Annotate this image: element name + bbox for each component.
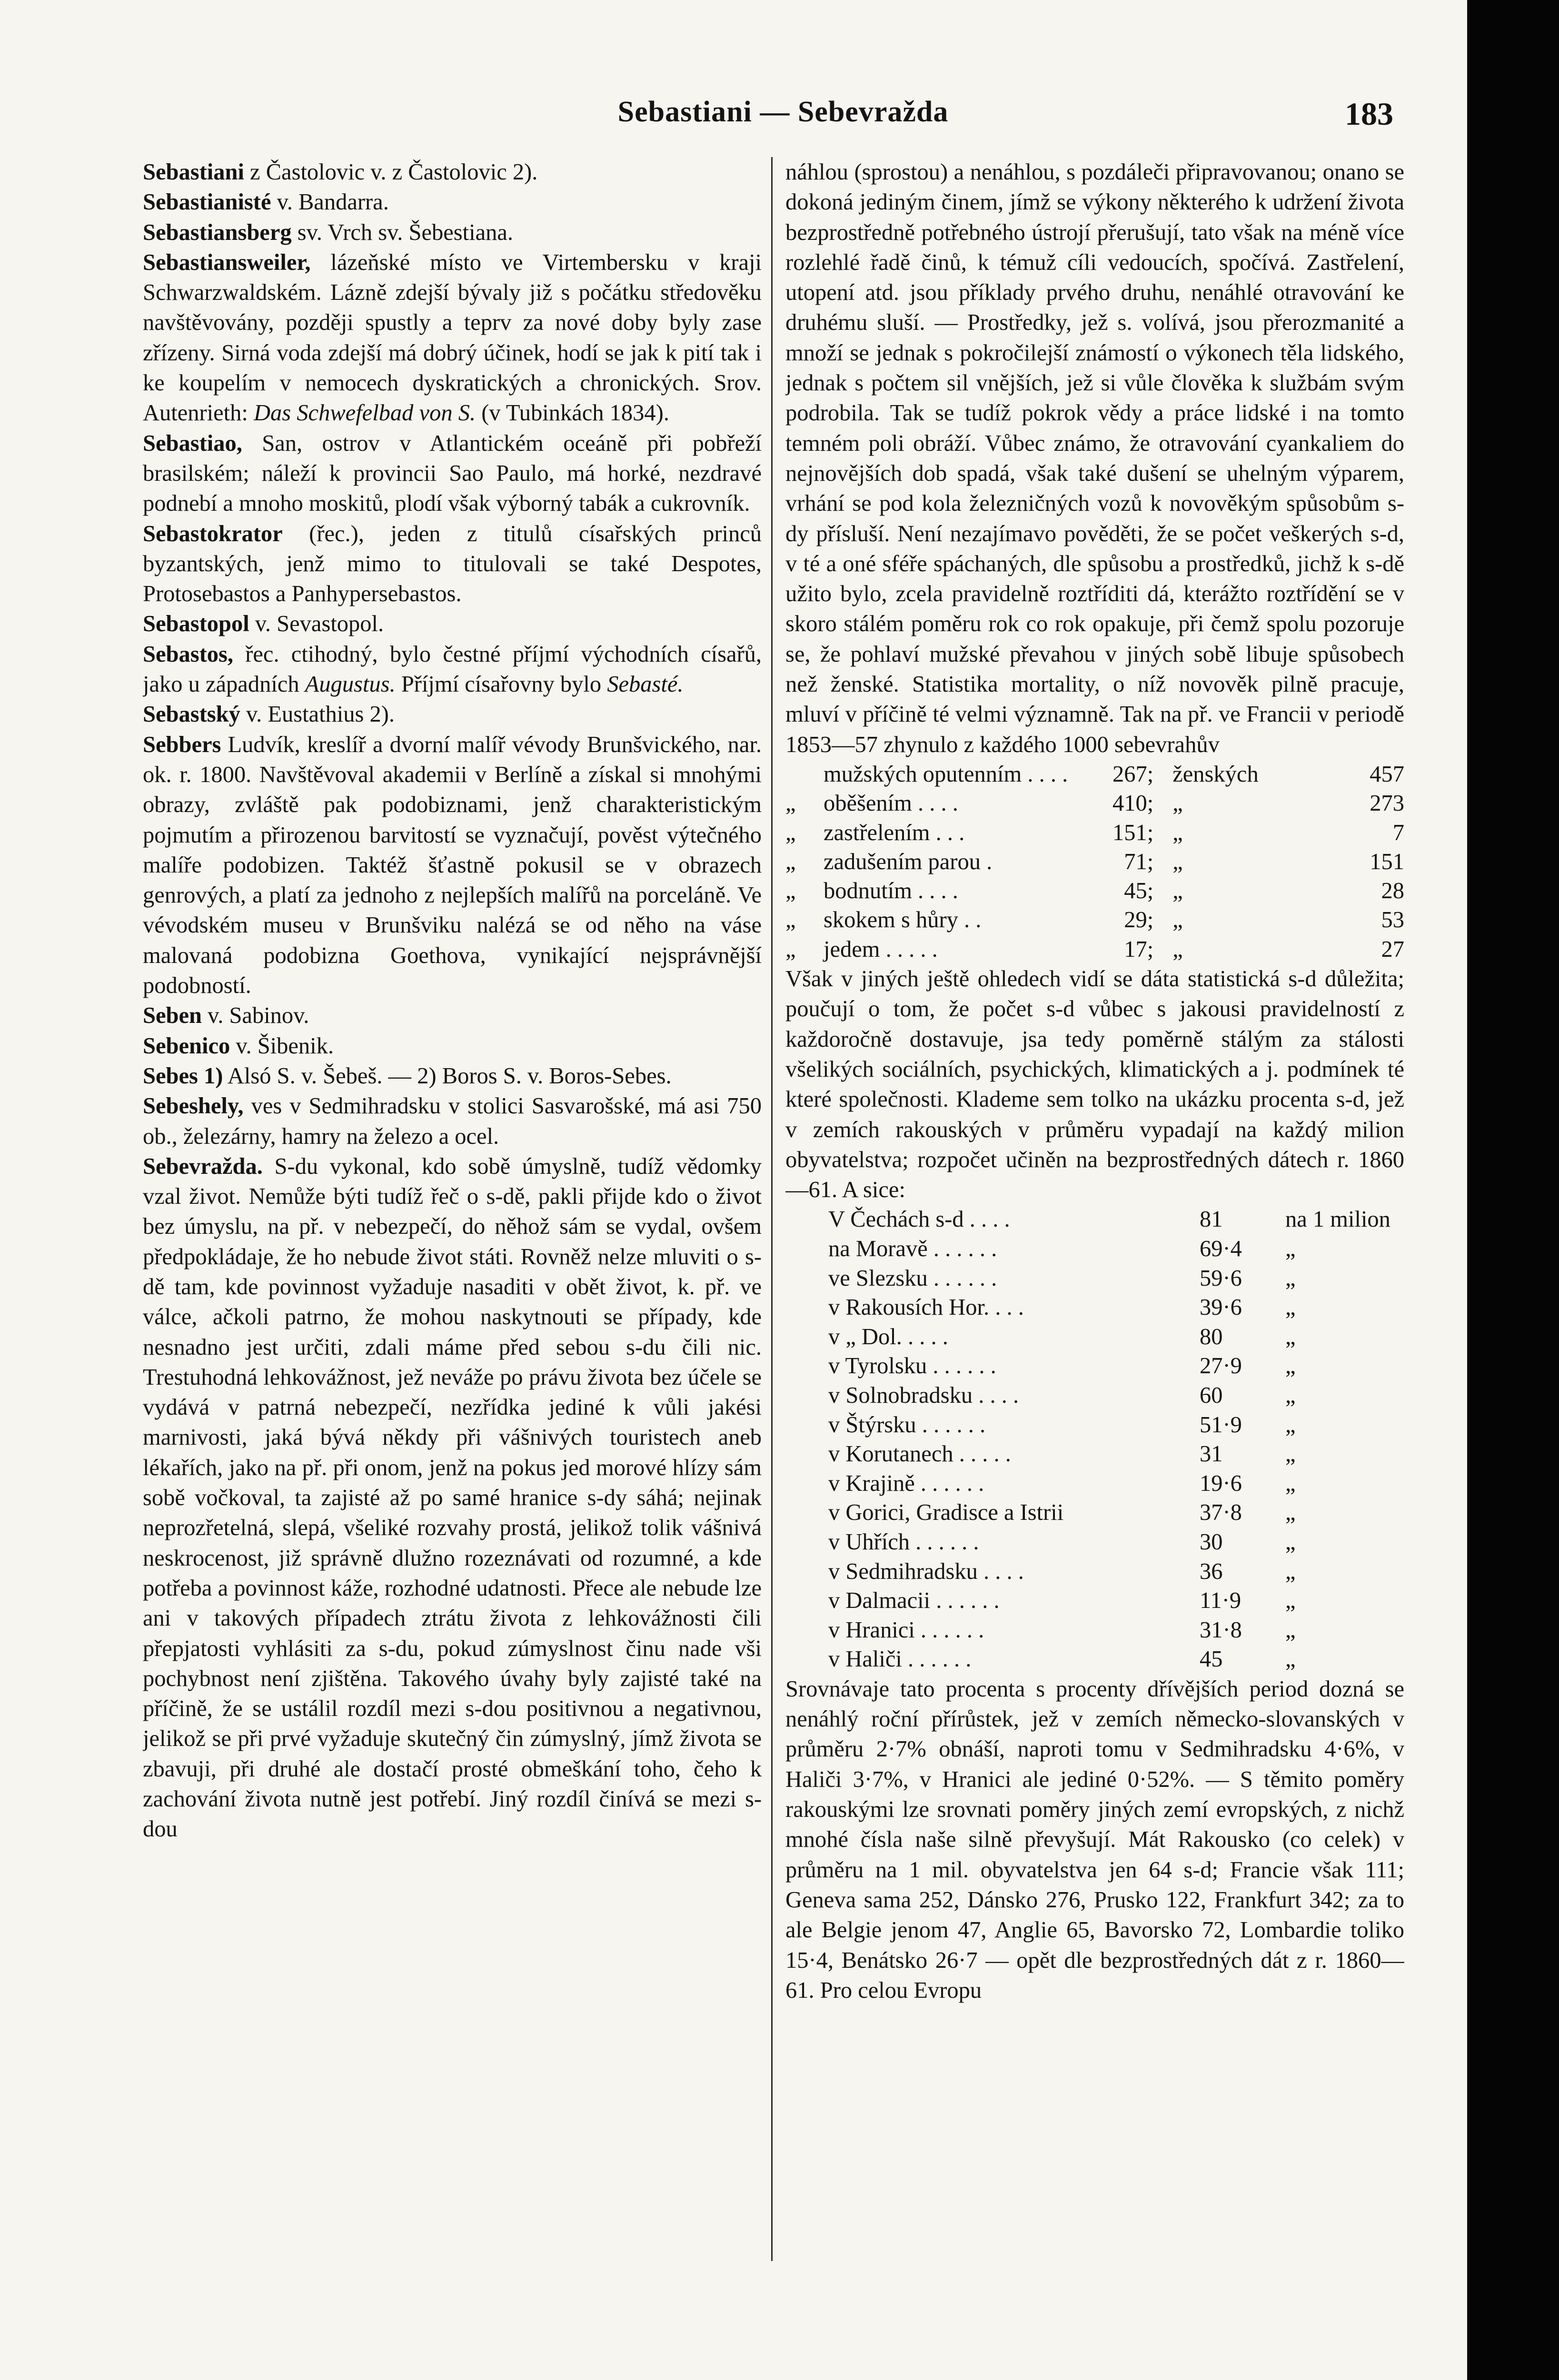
headword: Sebastiansweiler, <box>143 249 311 275</box>
entry-text: ves v Sedmihradsku v stolici Sasvarošské, má asi 750 ob., železárny, hamry na železo a ocel. <box>143 1093 762 1149</box>
methods-table <box>785 760 1404 964</box>
province-unit: „ <box>1285 1295 1296 1320</box>
entry-tail: Příjmí císařovny bylo <box>395 672 607 697</box>
table-row <box>785 1293 1404 1322</box>
table-row <box>785 1439 1404 1469</box>
entry-sebenico <box>143 1031 762 1061</box>
men-count: 29; <box>1124 907 1154 933</box>
province-value: 31·8 <box>1200 1617 1242 1643</box>
table-row <box>785 1410 1404 1440</box>
province-name: v Korutanech . . . . . <box>828 1441 1011 1467</box>
page-number: 183 <box>1345 96 1393 132</box>
province-value: 51·9 <box>1200 1412 1242 1438</box>
province-value: 59·6 <box>1200 1265 1242 1291</box>
men-count: 45; <box>1124 878 1154 904</box>
headword: Sebes 1) <box>143 1063 223 1089</box>
province-value: 80 <box>1200 1324 1223 1349</box>
entry-sebbers <box>143 730 762 1001</box>
headword: Sebbers <box>143 732 221 757</box>
left-column <box>143 157 762 2380</box>
province-name: v Haliči . . . . . . <box>828 1646 972 1672</box>
women-count: 53 <box>1381 907 1404 933</box>
scan-edge <box>1467 0 1559 2380</box>
headword: Seben <box>143 1003 202 1029</box>
sex-label: „ <box>1172 878 1183 904</box>
province-value: 27·9 <box>1200 1353 1242 1379</box>
entry-text: v. Šibenik. <box>230 1033 334 1059</box>
table-row <box>785 1234 1404 1264</box>
province-unit: „ <box>1285 1382 1296 1408</box>
province-value: 30 <box>1200 1529 1223 1555</box>
province-name: v Solnobradsku . . . . <box>828 1382 1019 1408</box>
entry-italic: Das Schwefelbad von S. <box>254 400 476 426</box>
province-unit: „ <box>1285 1646 1296 1672</box>
women-count: 27 <box>1381 936 1404 962</box>
right-column <box>785 157 1404 2380</box>
headword: Sebastopol <box>143 611 249 637</box>
headword: Sebastos, <box>143 641 233 667</box>
province-name: v Uhřích . . . . . . <box>828 1529 979 1555</box>
table-row <box>785 1469 1404 1498</box>
ditto-mark <box>785 760 824 789</box>
entry-text: v. Sevastopol. <box>249 611 384 637</box>
ditto-mark: „ <box>785 936 796 962</box>
entry-sebastos <box>143 639 762 700</box>
table-row <box>785 760 1404 789</box>
entry-sebastiao <box>143 428 762 519</box>
headword: Sebastokrator <box>143 521 283 546</box>
province-name: v Štýrsku . . . . . . <box>828 1412 986 1438</box>
table-row <box>785 1264 1404 1293</box>
method-label: mužských oputenním . . . . <box>824 761 1068 787</box>
entry-sebastiansberg <box>143 218 762 248</box>
entry-sebastokrator <box>143 519 762 609</box>
entry-sebevrazda <box>143 1151 762 1844</box>
entry-sebeshely <box>143 1091 762 1151</box>
table-row <box>785 1616 1404 1645</box>
province-value: 69·4 <box>1200 1236 1242 1261</box>
province-unit: na 1 milion <box>1285 1207 1390 1232</box>
women-count: 7 <box>1392 820 1404 845</box>
table-row <box>785 1557 1404 1587</box>
sex-label: „ <box>1172 907 1183 933</box>
headword: Sebastiansberg <box>143 219 292 245</box>
ditto-mark: „ <box>785 791 796 816</box>
province-name: v „ Dol. . . . . <box>828 1324 948 1349</box>
province-name: v Krajině . . . . . . <box>828 1470 984 1496</box>
province-unit: „ <box>1285 1617 1296 1643</box>
table-row <box>785 1586 1404 1616</box>
entry-sebastopol <box>143 609 762 639</box>
ditto-mark: „ <box>785 907 796 933</box>
comparison-paragraph: Srovnávaje tato procenta s procenty dřívějších period dozná se nenáhlý roční přírůstek, jež v zemích německo-slovanských v průměru 2·7% obnáší, naproti tomu v Sedmihradsku 4·6%, v Haliči 3·7%, v Hranici ale jediné 0·52%. — S těmito poměry rakouskými lze srovnati poměry jiných zemí evropských, z nichž mnohé čísla naše silně převyšují. Mát Rakousko (co celek) v průměru na 1 mil. obyvatelstva jen 64 s-d; Francie však 111; Geneva sama 252, Dánsko 276, Prusko 122, Frankfurt 342; za to ale Belgie jenom 47, Anglie 65, Bavorsko 72, Lombardie toliko 15·4, Benátsko 26·7 — opět dle bezprostředných dát z r. 1860—61. Pro celou Evropu <box>785 1676 1404 2003</box>
province-name: V Čechách s-d . . . . <box>828 1207 1010 1232</box>
province-unit: „ <box>1285 1265 1296 1291</box>
method-label: zadušením parou . <box>824 849 993 874</box>
sex-label: „ <box>1172 791 1183 816</box>
entry-text: řec. ctihodný, bylo čestné příjmí východních císařů, jako u západních <box>143 641 762 697</box>
method-label: skokem s hůry . . <box>824 907 982 933</box>
table-row <box>785 876 1404 905</box>
table-row <box>785 1381 1404 1410</box>
sex-label: „ <box>1172 849 1183 874</box>
table-row <box>785 1527 1404 1557</box>
province-name: v Dalmacii . . . . . . <box>828 1588 1000 1614</box>
entry-text: Alsó S. v. Šebeš. — 2) Boros S. v. Boros-Sebes. <box>223 1063 672 1089</box>
entry-text: lázeňské místo ve Virtembersku v kraji Schwarzwaldském. Lázně zdejší bývaly již s počátku středověku navštěvovány, později spustly a teprv za nové doby byly zase zřízeny. Sirná voda zdejší má dobrý účinek, hodí se jak k pití tak i ke koupelím v nemocech dyskratických a chronických. Srov. Autenrieth: <box>143 249 762 426</box>
province-value: 19·6 <box>1200 1470 1242 1496</box>
table-row <box>785 905 1404 934</box>
entry-sebastiani <box>143 157 762 187</box>
provinces-table <box>785 1205 1404 1674</box>
province-unit: „ <box>1285 1500 1296 1526</box>
province-unit: „ <box>1285 1529 1296 1555</box>
women-count: 457 <box>1370 761 1404 787</box>
province-unit: „ <box>1285 1324 1296 1349</box>
province-name: na Moravě . . . . . . <box>828 1236 997 1261</box>
entry-text: sv. Vrch sv. Šebestiana. <box>291 219 514 245</box>
sex-label: „ <box>1172 820 1183 845</box>
province-value: 37·8 <box>1200 1500 1242 1526</box>
province-unit: „ <box>1285 1353 1296 1379</box>
women-count: 151 <box>1370 849 1404 874</box>
province-name: ve Slezsku . . . . . . <box>828 1265 997 1291</box>
men-count: 410; <box>1112 791 1154 816</box>
province-unit: „ <box>1285 1441 1296 1467</box>
men-count: 17; <box>1124 936 1154 962</box>
table-row <box>785 1322 1404 1352</box>
table-row <box>785 1645 1404 1674</box>
entry-sebastianiste <box>143 187 762 217</box>
province-unit: „ <box>1285 1470 1296 1496</box>
method-label: zastřelením . . . <box>824 820 965 845</box>
men-count: 267; <box>1112 761 1154 787</box>
entry-italic-2: Sebasté. <box>607 672 684 697</box>
ditto-mark: „ <box>785 820 796 845</box>
entry-text: v. Bandarra. <box>271 189 389 215</box>
women-count: 273 <box>1370 791 1404 816</box>
headword: Sebastiani <box>143 159 244 185</box>
entry-sebastiansweiler <box>143 248 762 428</box>
province-name: v Rakousích Hor. . . . <box>828 1295 1024 1320</box>
province-name: v Sedmihradsku . . . . <box>828 1558 1024 1584</box>
province-name: v Gorici, Gradisce a Istrii <box>828 1500 1064 1526</box>
method-label: oběšením . . . . <box>824 791 958 816</box>
entry-text: San, ostrov v Atlantickém oceáně při pobřeží brasilském; náleží k provincii Sao Paulo, má horké, nezdravé podnebí a mnoho moskitů, plodí však výborný tabák a cukrovník. <box>143 430 762 516</box>
entry-text: (řec.), jeden z titulů císařských princů byzantských, jenž mimo to titulovali se také Despotes, Protosebastos a Panhypersebastos. <box>143 521 762 607</box>
province-value: 81 <box>1200 1207 1223 1232</box>
province-value: 31 <box>1200 1441 1223 1467</box>
continued-paragraph: náhlou (sprostou) a nenáhlou, s pozdáleči připravovanou; onano se dokoná jediným činem, jímž se výkony některého k udržení života bezprostředně potřebného ústrojí přerušují, tato však na méně více rozlehlé řadě činů, k témuž cíli vedoucích, spočívá. Zastřelení, utopení atd. jsou příklady prvého druhu, nenáhlé otravování ke druhému sluší. — Prostředky, jež s. volívá, jsou přerozmanité a množí se jednak s pokročilejší známostí o výkonech těla lidského, jednak s počtem sil vnějších, jež si vůle člověka k službám svým podrobila. Tak se tudíž pokrok vědy a práce lidské i na tomto temném poli obráží. Vůbec známo, že otravování cyankaliem do nejnovějších dob spadá, však také dušení se uhelným výparem, vrhání se pod kola železničných vozů k novověkým spůsobům s-dy přísluší. Není nezajímavo pověděti, že se počet veškerých s-d, v té a oné sféře spáchaných, dle spůsobu a prostředků, jichž k s-dě užito bylo, zcela pravidelně roztříditi dá, kterážto roztřídění se v skoro stálém poměru rok co rok opakuje, při čemž spolu pozoruje se, že pohlaví mužské převahou v jiných sobě libuje spůsobech než ženské. Statistika mortality, o níž novověk pilně pracuje, mluví v příčině té velmi významně. Tak na př. ve Francii v periodě 1853—57 zhynulo z každého 1000 sebevrahův <box>785 159 1404 757</box>
method-label: jedem . . . . . <box>824 936 938 962</box>
women-count: 28 <box>1381 878 1404 904</box>
headword: Sebastský <box>143 702 240 727</box>
men-count: 71; <box>1124 849 1154 874</box>
entry-text: z Častolovic v. z Častolovic 2). <box>244 159 538 185</box>
table-row <box>785 818 1404 847</box>
province-unit: „ <box>1285 1558 1296 1584</box>
table-row <box>785 1205 1404 1234</box>
entry-italic: Augustus. <box>305 672 396 697</box>
province-name: v Hranici . . . . . . <box>828 1617 984 1643</box>
province-unit: „ <box>1285 1236 1296 1261</box>
table-row <box>785 1498 1404 1527</box>
table-row <box>785 789 1404 818</box>
column-divider <box>771 157 773 2261</box>
province-value: 11·9 <box>1200 1588 1241 1614</box>
table-row <box>785 1351 1404 1381</box>
province-unit: „ <box>1285 1588 1296 1614</box>
entry-text: Ludvík, kreslíř a dvorní malíř vévody Brunšvického, nar. ok. r. 1800. Navštěvoval akademii v Berlíně a získal si mnohými obrazy, zvláště pak podobiznami, jenž charakteristickým pojmutím a přirozenou barvitostí se vyznačují, pověst výtečného malíře podobizen. Taktéž šťastně pokusil se v obrazech genrových, a platí za jednoho z nejlepších malířů na porceláně. Ve vévodském museu v Brunšviku nalézá se od něho na váse malovaná podobizna Goethova, vynikající nejsprávnější podobností. <box>143 732 762 999</box>
running-head: Sebastiani — Sebevražda <box>617 96 949 128</box>
province-value: 36 <box>1200 1558 1223 1584</box>
entry-sebes <box>143 1061 762 1091</box>
headword: Sebevražda. <box>143 1153 263 1179</box>
entry-text: v. Sabinov. <box>201 1003 309 1029</box>
table-row <box>785 847 1404 876</box>
sex-label: ženských <box>1172 761 1259 787</box>
entry-sebastsky <box>143 699 762 729</box>
entry-tail: (v Tubinkách 1834). <box>476 400 669 426</box>
ditto-mark: „ <box>785 878 796 904</box>
headword: Sebastiao, <box>143 430 242 456</box>
entry-text: S-du vykonal, kdo sobě úmyslně, tudíž vědomky vzal život. Nemůže býti tudíž řeč o s-dě, pakli přijde kdo o život bez úmyslu, na př. v nebezpečí, do něhož sám se vydal, ovšem předpokládaje, že ho nebude život státi. Rovněž nelze mluviti o s-dě tam, kde povinnost vyžaduje nasaditi v obět život, k. př. ve válce, ačkoli patrno, že mohou naskytnouti se případy, kde nesnadno jest určiti, zdali máme před sebou s-du čili nic. Trestuhodná lehkovážnost, jež neváže po právu života bez účele se vydává v patrná nebezpečí, nezřídka jediné k vůli jakési marnivosti, jaká bývá někdy při vášnivých touristech aneb lékařích, jako na př. při onom, jenž na pokus jed morové hlízy sám sobě vočkoval, ta zajisté až po samé hranice s-dy sáhá; nejinak neprozřetelná, slepá, všeliké rozvahy prostá, jelikož tolik vášnivá neskrocenost, již správně dlužno rozeznávati od rozumné, a kde potřeba a povinnost káže, rozhodné udatnosti. Přece ale nebude lze ani v takových případech ztrátu života z lehkovážnosti čili přepjatosti vyhlásiti za s-du, pokud zúmyslnost činu nade vši pochybnost není zjištěna. Takového úvahy byly zajisté také na příčině, že se ustálil rozdíl mezi s-dou positivnou a negativnou, jelikož se při prvé vyžaduje skutečný čin zúmyslný, jímž života se zbavuji, při druhé ale dostačí prosté obmeškání toho, čeho k zachování života nutně jest potřebí. Jiný rozdíl činívá se mezi s-dou <box>143 1153 762 1842</box>
statistics-paragraph: Však v jiných ještě ohledech vidí se dáta statistická s-d důležita; poučují o tom, že počet s-d vůbec s jakousi pravidelností z každoročně dostavuje, jsa tedy poměrně stálým za stálosti všelikých sociálních, psychických, klimatických a j. podmínek té které společnosti. Klademe sem tolko na ukázku procenta s-d, jež v zemích rakouských v průměru vypadají na každý milion obyvatelstva; rozpočet učiněn na bezprostředných dátech r. 1860 —61. A sice: <box>785 966 1404 1203</box>
entry-text: v. Eustathius 2). <box>240 702 395 727</box>
ditto-mark: „ <box>785 849 796 874</box>
headword: Sebeshely, <box>143 1093 244 1119</box>
province-value: 45 <box>1200 1646 1223 1672</box>
province-unit: „ <box>1285 1412 1296 1438</box>
page-header <box>0 95 1467 138</box>
province-value: 39·6 <box>1200 1295 1242 1320</box>
entry-seben <box>143 1001 762 1031</box>
province-name: v Tyrolsku . . . . . . <box>828 1353 996 1379</box>
men-count: 151; <box>1112 820 1154 845</box>
table-row <box>785 935 1404 964</box>
headword: Sebenico <box>143 1033 230 1059</box>
sex-label: „ <box>1172 936 1183 962</box>
headword: Sebastianisté <box>143 189 271 215</box>
province-value: 60 <box>1200 1382 1223 1408</box>
method-label: bodnutím . . . . <box>824 878 958 904</box>
